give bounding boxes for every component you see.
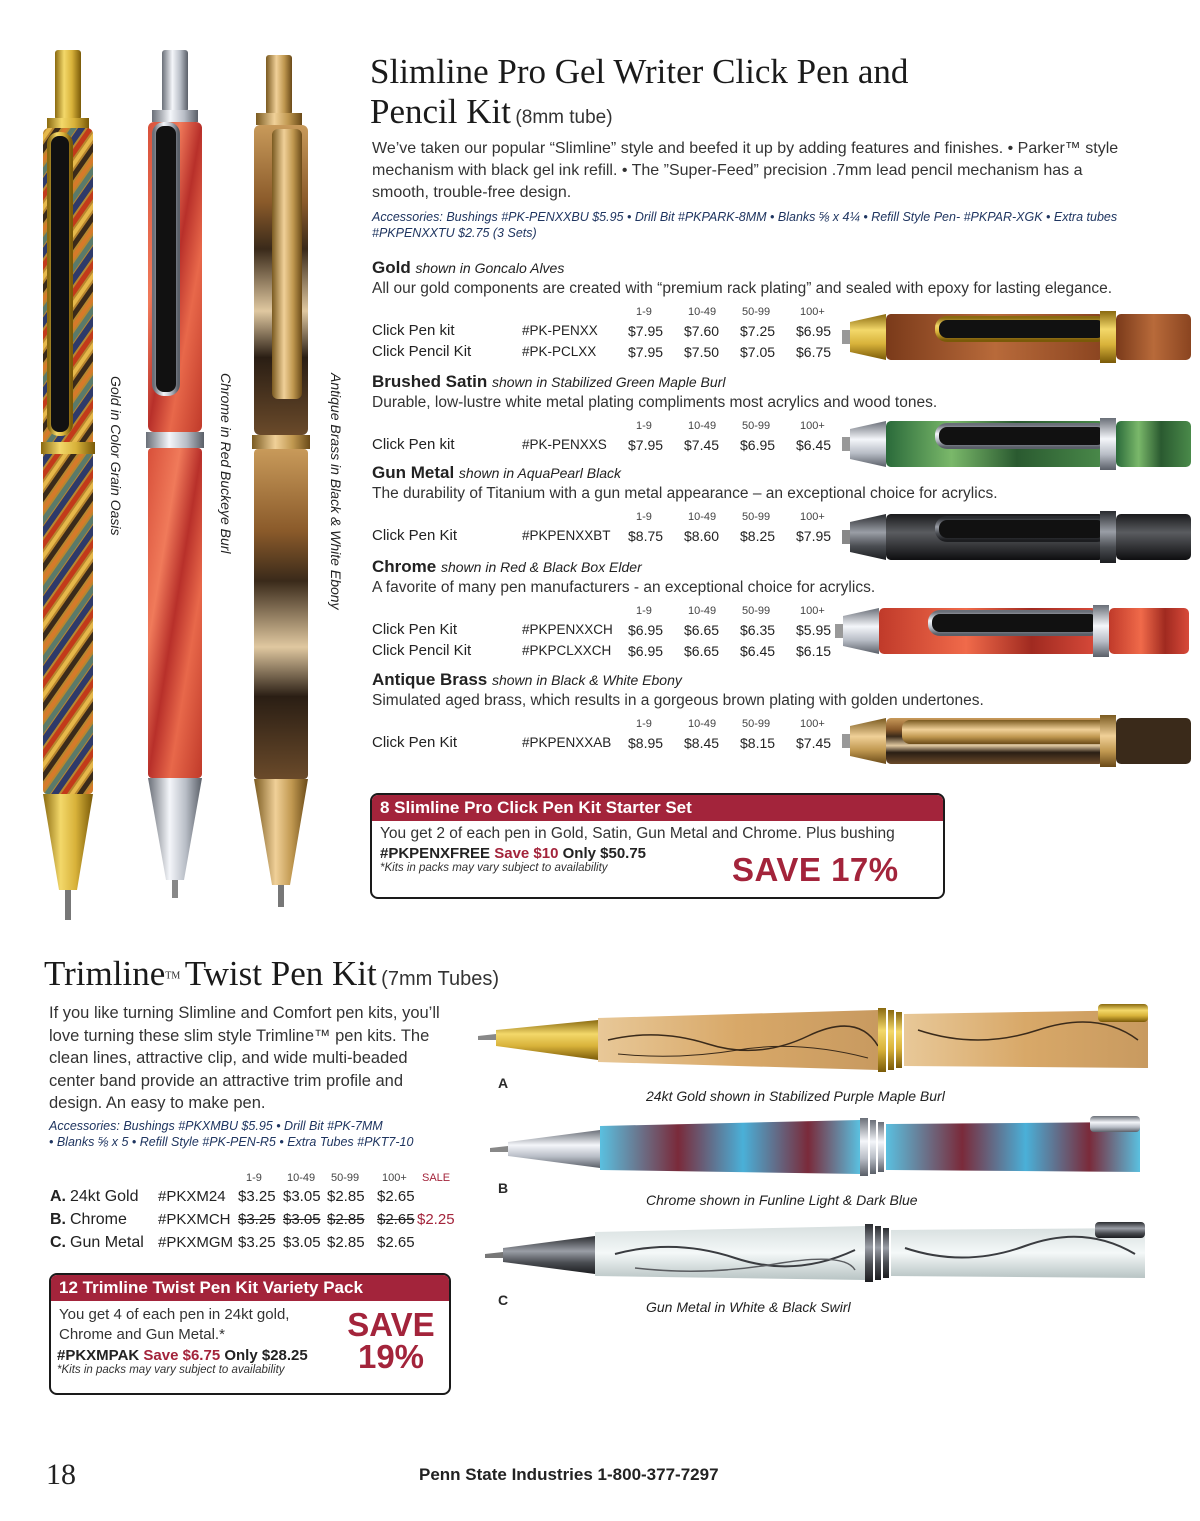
price-row-sku: #PKPCLXXCH [522, 643, 612, 658]
trimline-gunmetal-white-pen-image [485, 1218, 1175, 1288]
trimline-row-price-strike: $2.85 [327, 1211, 365, 1228]
trimline-row-price-strike: $3.05 [283, 1211, 321, 1228]
qty-header: 1-9 [636, 306, 652, 318]
variety-pack-header: 12 Trimline Twist Pen Kit Variety Pack [51, 1275, 449, 1301]
price-row-sku: #PK-PCLXX [522, 344, 597, 359]
price-row-sku: #PK-PENXX [522, 323, 598, 338]
price-cell: $8.60 [684, 528, 720, 544]
finish-shown-in: shown in AquaPearl Black [458, 465, 622, 481]
trimline-pen-letter: A [498, 1075, 509, 1091]
price-cell: $8.75 [628, 528, 664, 544]
vertical-label-chrome: Chrome in Red Buckeye Burl [218, 373, 234, 554]
price-cell: $6.95 [740, 437, 776, 453]
variety-pack-badge-line2: 19% [357, 1338, 425, 1375]
gunmetal-aquapearl-pen-image [842, 508, 1197, 568]
trimline-row [50, 1234, 470, 1256]
price-cell: $7.95 [628, 323, 664, 339]
price-cell: $7.45 [796, 735, 832, 751]
trimline-desc-line: design. An easy to make pen. [49, 1094, 266, 1112]
price-cell: $7.25 [740, 323, 776, 339]
trimline-chrome-blue-pen-image [490, 1112, 1170, 1182]
trimline-pen-letter: C [498, 1292, 509, 1308]
price-cell: $6.65 [684, 643, 720, 659]
starter-set-save: Save $10 [494, 845, 559, 862]
finish-shown-in: shown in Goncalo Alves [415, 260, 565, 276]
finish-description: The durability of Titanium with a gun metal appearance – an exceptional choice for acrylics. [372, 485, 998, 502]
price-row-label: Click Pencil Kit [372, 343, 472, 360]
trimline-row-label: Chrome [70, 1211, 127, 1228]
trimline-row-sku: #PKXM24 [158, 1188, 226, 1205]
slimline-accessories-line2: #PKPENXXTU $2.75 (3 Sets) [372, 226, 537, 240]
qty-header: 1-9 [636, 718, 652, 730]
qty-header: 100+ [800, 420, 825, 432]
trimline-row-sale-price: $2.25 [417, 1211, 455, 1228]
variety-pack-note: *Kits in packs may vary subject to availability [57, 1364, 285, 1376]
variety-pack-box [49, 1273, 451, 1395]
trimline-accessories-line1: Accessories: Bushings #PKXMBU $5.95 • Drill Bit #PK-7MM [49, 1119, 383, 1133]
finish-description: A favorite of many pen manufacturers - an exceptional choice for acrylics. [372, 579, 876, 596]
trimline-gold-maple-pen-image [478, 1000, 1178, 1080]
price-cell: $8.45 [684, 735, 720, 751]
trimline-row-letter: B. [50, 1211, 66, 1228]
trimline-row-price: $3.25 [238, 1234, 276, 1251]
trimline-accessories-line2: • Blanks ⅝ x 5 • Refill Style #PK-PEN-R5 • Extra Tubes #PKT7-10 [49, 1135, 414, 1149]
price-cell: $7.60 [684, 323, 720, 339]
slimline-title-line2-wrap [370, 92, 613, 132]
price-cell: $5.95 [796, 622, 832, 638]
finish-name: Antique Brass [372, 670, 488, 689]
finish-shown-in: shown in Stabilized Green Maple Burl [491, 374, 726, 390]
starter-set-header: 8 Slimline Pro Click Pen Kit Starter Set [372, 795, 943, 821]
qty-header: 50-99 [742, 420, 771, 432]
price-cell: $7.50 [684, 344, 720, 360]
starter-set-badge: SAVE 17% [732, 851, 899, 888]
slimline-description-line3: smooth, trouble-free design. [372, 184, 572, 201]
qty-header: 100+ [800, 306, 825, 318]
price-cell: $7.95 [628, 344, 664, 360]
trimline-row-price: $2.85 [327, 1234, 365, 1251]
qty-header: 1-9 [636, 605, 652, 617]
trimline-qty-header: 1-9 [246, 1172, 262, 1184]
price-cell: $7.95 [796, 528, 832, 544]
qty-header: 10-49 [688, 306, 717, 318]
price-cell: $6.45 [740, 643, 776, 659]
finish-heading [372, 463, 621, 483]
trimline-description [49, 1002, 459, 1115]
price-row-label: Click Pen Kit [372, 527, 458, 544]
vertical-label-antique-brass: Antique Brass in Black & White Ebony [328, 373, 344, 610]
slimline-description-line1: We’ve taken our popular “Slimline” style and beefed it up by adding features and finishes. • Parker™ style [372, 140, 1119, 157]
trimline-pen-caption: Chrome shown in Funline Light & Dark Blue [646, 1192, 918, 1208]
price-cell: $6.35 [740, 622, 776, 638]
price-cell: $7.05 [740, 344, 776, 360]
starter-set-text: You get 2 of each pen in Gold, Satin, Gun Metal and Chrome. Plus bushing [380, 825, 895, 842]
finish-name: Brushed Satin [372, 372, 488, 391]
price-cell: $6.15 [796, 643, 832, 659]
finish-description: Simulated aged brass, which results in a gorgeous brown plating with golden undertones. [372, 692, 984, 709]
gold-color-grain-pen-image [35, 50, 105, 930]
price-row-label: Click Pencil Kit [372, 642, 472, 659]
qty-header: 10-49 [688, 420, 717, 432]
trimline-pen-letter: B [498, 1180, 509, 1196]
qty-header: 100+ [800, 605, 825, 617]
starter-set-sku: #PKPENXFREE [380, 845, 491, 862]
slimline-tube-size: (8mm tube) [515, 107, 613, 128]
price-cell: $6.95 [628, 622, 664, 638]
trimline-row-sku: #PKXMCH [158, 1211, 231, 1228]
vertical-label-gold: Gold in Color Grain Oasis [108, 376, 124, 536]
chrome-red-buckeye-pen-image [140, 50, 210, 910]
price-row-label: Click Pen kit [372, 322, 455, 339]
page-number: 18 [46, 1458, 76, 1491]
variety-pack-sku: #PKXMPAK [57, 1347, 140, 1364]
trimline-qty-header: 10-49 [287, 1172, 316, 1184]
qty-header: 50-99 [742, 605, 771, 617]
trimline-qty-header: 100+ [382, 1172, 407, 1184]
trimline-row-price: $3.25 [238, 1188, 276, 1205]
price-cell: $8.95 [628, 735, 664, 751]
qty-header: 100+ [800, 718, 825, 730]
trimline-row-label: 24kt Gold [70, 1188, 139, 1205]
trimline-desc-line: love turning these slim style Trimline™ pen kits. The [49, 1026, 430, 1045]
finish-description: All our gold components are created with “premium rack plating” and sealed with epoxy for lasting elegance. [372, 280, 1113, 297]
trimline-row-letter: A. [50, 1188, 66, 1205]
finish-shown-in: shown in Red & Black Box Elder [440, 559, 642, 575]
price-cell: $6.95 [628, 643, 664, 659]
finish-heading [372, 557, 642, 577]
starter-set-box [370, 793, 945, 899]
variety-pack-badge-line1: SAVE [347, 1306, 435, 1343]
slimline-title-line1: Slimline Pro Gel Writer Click Pen and [370, 52, 909, 91]
variety-pack-text-line2: Chrome and Gun Metal.* [59, 1326, 225, 1343]
slimline-description-line2: mechanism with black gel ink refill. • The ”Super-Feed” precision .7mm lead pencil mechanism has a [372, 162, 1083, 179]
trimline-row-price: $2.65 [377, 1188, 415, 1205]
finish-shown-in: shown in Black & White Ebony [491, 672, 682, 688]
price-row-label: Click Pen kit [372, 436, 455, 453]
trimline-desc-line: center band provide an attractive trim profile and [49, 1071, 404, 1090]
trimline-desc-line: If you like turning Slimline and Comfort pen kits, you’ll [49, 1004, 440, 1022]
trimline-title-name: Trimline [44, 954, 166, 993]
price-cell: $6.95 [796, 323, 832, 339]
price-cell: $6.45 [796, 437, 832, 453]
trimline-row-sku: #PKXMGM [158, 1234, 234, 1251]
slimline-accessories [372, 209, 1172, 241]
trimline-row-price: $2.65 [377, 1234, 415, 1251]
trimline-sale-header: SALE [422, 1172, 451, 1184]
trimline-row-price: $3.05 [283, 1188, 321, 1205]
finish-description: Durable, low-lustre white metal plating compliments most acrylics and wood tones. [372, 394, 938, 411]
qty-header: 50-99 [742, 718, 771, 730]
variety-pack-save: Save $6.75 [143, 1347, 221, 1364]
slimline-accessories-line1: Accessories: Bushings #PK-PENXXBU $5.95 • Drill Bit #PKPARK-8MM • Blanks ⅝ x 4¼ • Refill Style Pen- #PKPAR-XGK • Extra tubes [372, 210, 1118, 224]
trimline-row-price-strike: $2.65 [377, 1211, 415, 1228]
starter-set-only: Only $50.75 [562, 845, 647, 862]
qty-header: 50-99 [742, 511, 771, 523]
price-cell: $8.15 [740, 735, 776, 751]
price-cell: $7.95 [628, 437, 664, 453]
price-row-sku: #PKPENXXCH [522, 622, 613, 637]
price-row-sku: #PKPENXXAB [522, 735, 612, 750]
trimline-pen-caption: 24kt Gold shown in Stabilized Purple Maple Burl [646, 1088, 945, 1104]
gold-goncalo-pen-image [842, 308, 1197, 368]
starter-set-note: *Kits in packs may vary subject to availability [380, 862, 608, 874]
qty-header: 100+ [800, 511, 825, 523]
antique-brass-ebony-horizontal-pen-image [842, 712, 1197, 772]
trimline-title-rest: Twist Pen Kit [184, 954, 377, 993]
satin-green-burl-pen-image [842, 415, 1197, 475]
trimline-tm: TM [165, 970, 181, 982]
slimline-title-line2: Pencil Kit [370, 92, 511, 131]
qty-header: 1-9 [636, 420, 652, 432]
finish-heading [372, 670, 682, 690]
finish-heading [372, 258, 564, 278]
price-cell: $6.75 [796, 344, 832, 360]
trimline-accessories [49, 1118, 469, 1150]
trimline-row [50, 1211, 470, 1233]
trimline-row-label: Gun Metal [70, 1234, 144, 1251]
price-cell: $6.65 [684, 622, 720, 638]
trimline-row-price: $3.05 [283, 1234, 321, 1251]
variety-pack-only: Only $28.25 [224, 1347, 308, 1364]
trimline-row [50, 1188, 470, 1210]
variety-pack-badge [341, 1306, 441, 1375]
price-row-label: Click Pen Kit [372, 621, 458, 638]
finish-heading [372, 372, 725, 392]
chrome-box-elder-pen-image [835, 602, 1195, 662]
trimline-qty-header: 50-99 [331, 1172, 360, 1184]
slimline-description [372, 138, 1172, 204]
price-cell: $7.45 [684, 437, 720, 453]
price-cell: $8.25 [740, 528, 776, 544]
qty-header: 1-9 [636, 511, 652, 523]
trimline-pen-caption: Gun Metal in White & Black Swirl [646, 1299, 851, 1315]
finish-name: Gold [372, 258, 411, 277]
price-row-sku: #PKPENXXBT [522, 528, 611, 543]
price-row-label: Click Pen Kit [372, 734, 458, 751]
finish-name: Gun Metal [372, 463, 455, 482]
trimline-desc-line: clean lines, attractive clip, and wide multi-beaded [49, 1049, 408, 1067]
trimline-title [44, 954, 499, 994]
qty-header: 50-99 [742, 306, 771, 318]
variety-pack-text-line1: You get 4 of each pen in 24kt gold, [59, 1306, 290, 1323]
trimline-row-price-strike: $3.25 [238, 1211, 276, 1228]
qty-header: 10-49 [688, 605, 717, 617]
qty-header: 10-49 [688, 511, 717, 523]
antique-brass-ebony-pen-image [250, 55, 320, 915]
footer-company: Penn State Industries 1-800-377-7297 [419, 1465, 719, 1484]
price-row-sku: #PK-PENXXS [522, 437, 607, 452]
trimline-row-price: $2.85 [327, 1188, 365, 1205]
trimline-row-letter: C. [50, 1234, 66, 1251]
qty-header: 10-49 [688, 718, 717, 730]
finish-name: Chrome [372, 557, 437, 576]
trimline-tube-size: (7mm Tubes) [381, 968, 499, 990]
